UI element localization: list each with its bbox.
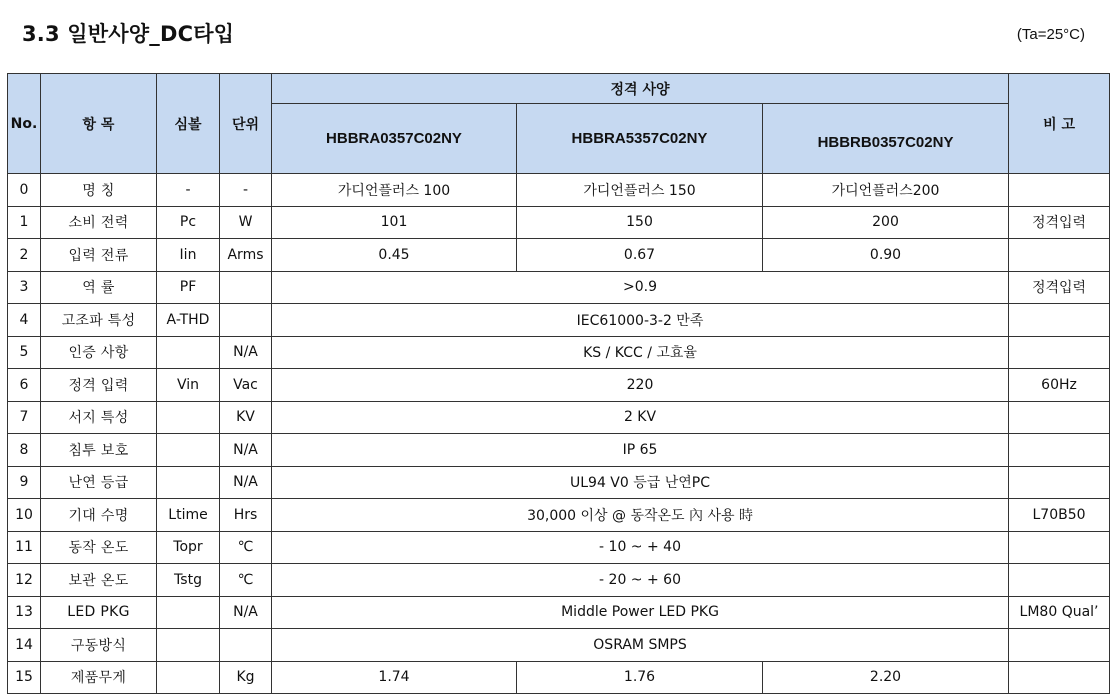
row-symbol: A-THD — [157, 304, 220, 337]
row-note — [1009, 661, 1110, 694]
row-symbol: PF — [157, 271, 220, 304]
row-note — [1009, 336, 1110, 369]
row-unit: N/A — [220, 336, 272, 369]
row-item: 명 칭 — [41, 174, 157, 207]
row-symbol — [157, 466, 220, 499]
row-item: 보관 온도 — [41, 564, 157, 597]
row-note — [1009, 434, 1110, 467]
row-item: 서지 특성 — [41, 401, 157, 434]
row-no: 9 — [8, 466, 41, 499]
row-symbol — [157, 629, 220, 662]
table-row — [8, 304, 1110, 337]
row-value-model-2: 가디언플러스 150 — [517, 174, 763, 207]
row-unit: Vac — [220, 369, 272, 402]
row-no: 2 — [8, 239, 41, 272]
row-symbol: Ltime — [157, 499, 220, 532]
header-item: 항 목 — [41, 74, 157, 174]
row-symbol — [157, 434, 220, 467]
row-item: 고조파 특성 — [41, 304, 157, 337]
row-note: LM80 Qual’ — [1009, 596, 1110, 629]
spec-table — [7, 73, 1110, 694]
row-item: 제품무게 — [41, 661, 157, 694]
ambient-condition: (Ta=25°C) — [1016, 26, 1085, 43]
table-row — [8, 564, 1110, 597]
row-value: OSRAM SMPS — [272, 629, 1009, 662]
row-no: 12 — [8, 564, 41, 597]
row-value: UL94 V0 등급 난연PC — [272, 466, 1009, 499]
row-no: 6 — [8, 369, 41, 402]
row-unit: Hrs — [220, 499, 272, 532]
header-symbol: 심볼 — [157, 74, 220, 174]
table-row — [8, 434, 1110, 467]
row-no: 4 — [8, 304, 41, 337]
row-no: 3 — [8, 271, 41, 304]
row-unit: Arms — [220, 239, 272, 272]
row-note — [1009, 239, 1110, 272]
row-no: 7 — [8, 401, 41, 434]
row-unit: W — [220, 206, 272, 239]
row-value-model-2: 150 — [517, 206, 763, 239]
row-value: 220 — [272, 369, 1009, 402]
row-note — [1009, 466, 1110, 499]
row-unit: N/A — [220, 466, 272, 499]
table-row — [8, 629, 1110, 662]
row-item: 입력 전류 — [41, 239, 157, 272]
row-value-model-3: 200 — [763, 206, 1009, 239]
table-row — [8, 239, 1110, 272]
row-no: 11 — [8, 531, 41, 564]
row-value: IEC61000-3-2 만족 — [272, 304, 1009, 337]
row-symbol — [157, 661, 220, 694]
row-item: 동작 온도 — [41, 531, 157, 564]
row-symbol — [157, 596, 220, 629]
row-item: 침투 보호 — [41, 434, 157, 467]
row-no: 1 — [8, 206, 41, 239]
row-value-model-1: 0.45 — [272, 239, 517, 272]
row-note: 60Hz — [1009, 369, 1110, 402]
row-value: 2 KV — [272, 401, 1009, 434]
row-unit: ℃ — [220, 531, 272, 564]
table-row — [8, 401, 1110, 434]
row-note — [1009, 564, 1110, 597]
table-row — [8, 531, 1110, 564]
table-row — [8, 466, 1110, 499]
row-unit: N/A — [220, 596, 272, 629]
row-unit: ℃ — [220, 564, 272, 597]
row-symbol: - — [157, 174, 220, 207]
header-spec-group: 정격 사양 — [272, 74, 1009, 104]
row-value: >0.9 — [272, 271, 1009, 304]
row-value: - 20 ~ + 60 — [272, 564, 1009, 597]
row-no: 8 — [8, 434, 41, 467]
header-note: 비 고 — [1009, 74, 1110, 174]
table-row — [8, 369, 1110, 402]
row-value-model-1: 101 — [272, 206, 517, 239]
row-value-model-3: 0.90 — [763, 239, 1009, 272]
row-item: LED PKG — [41, 596, 157, 629]
section-title: 3.3 일반사양_DC타입 — [22, 22, 235, 46]
row-value-model-3: 2.20 — [763, 661, 1009, 694]
row-unit: Kg — [220, 661, 272, 694]
row-no: 5 — [8, 336, 41, 369]
row-unit: KV — [220, 401, 272, 434]
row-note: 정격입력 — [1009, 271, 1110, 304]
header-no: No. — [8, 74, 41, 174]
row-unit — [220, 304, 272, 337]
row-unit — [220, 271, 272, 304]
row-item: 인증 사항 — [41, 336, 157, 369]
row-unit: N/A — [220, 434, 272, 467]
header-model-3: HBBRB0357C02NY — [763, 104, 1009, 174]
row-value: Middle Power LED PKG — [272, 596, 1009, 629]
row-symbol: Tstg — [157, 564, 220, 597]
row-item: 난연 등급 — [41, 466, 157, 499]
row-item: 구동방식 — [41, 629, 157, 662]
table-row — [8, 174, 1110, 207]
table-row — [8, 661, 1110, 694]
row-symbol — [157, 336, 220, 369]
table-row — [8, 206, 1110, 239]
row-note — [1009, 531, 1110, 564]
row-value: IP 65 — [272, 434, 1009, 467]
row-note — [1009, 401, 1110, 434]
row-value-model-1: 1.74 — [272, 661, 517, 694]
row-item: 역 률 — [41, 271, 157, 304]
header-model-2: HBBRA5357C02NY — [517, 104, 763, 174]
row-note — [1009, 304, 1110, 337]
row-item: 기대 수명 — [41, 499, 157, 532]
row-symbol: Iin — [157, 239, 220, 272]
row-no: 0 — [8, 174, 41, 207]
row-value: KS / KCC / 고효율 — [272, 336, 1009, 369]
table-row — [8, 596, 1110, 629]
row-note — [1009, 629, 1110, 662]
row-value: 30,000 이상 @ 동작온도 內 사용 時 — [272, 499, 1009, 532]
row-no: 13 — [8, 596, 41, 629]
row-symbol: Vin — [157, 369, 220, 402]
row-value-model-1: 가디언플러스 100 — [272, 174, 517, 207]
row-value-model-3: 가디언플러스200 — [763, 174, 1009, 207]
row-no: 10 — [8, 499, 41, 532]
row-unit: - — [220, 174, 272, 207]
row-value-model-2: 0.67 — [517, 239, 763, 272]
row-no: 15 — [8, 661, 41, 694]
row-note: L70B50 — [1009, 499, 1110, 532]
row-symbol: Pc — [157, 206, 220, 239]
row-value: - 10 ~ + 40 — [272, 531, 1009, 564]
header-unit: 단위 — [220, 74, 272, 174]
row-no: 14 — [8, 629, 41, 662]
row-unit — [220, 629, 272, 662]
header-model-1: HBBRA0357C02NY — [272, 104, 517, 174]
row-value-model-2: 1.76 — [517, 661, 763, 694]
row-item: 소비 전력 — [41, 206, 157, 239]
row-symbol — [157, 401, 220, 434]
row-note: 정격입력 — [1009, 206, 1110, 239]
row-item: 정격 입력 — [41, 369, 157, 402]
table-row — [8, 271, 1110, 304]
row-note — [1009, 174, 1110, 207]
table-row — [8, 336, 1110, 369]
row-symbol: Topr — [157, 531, 220, 564]
table-row — [8, 499, 1110, 532]
